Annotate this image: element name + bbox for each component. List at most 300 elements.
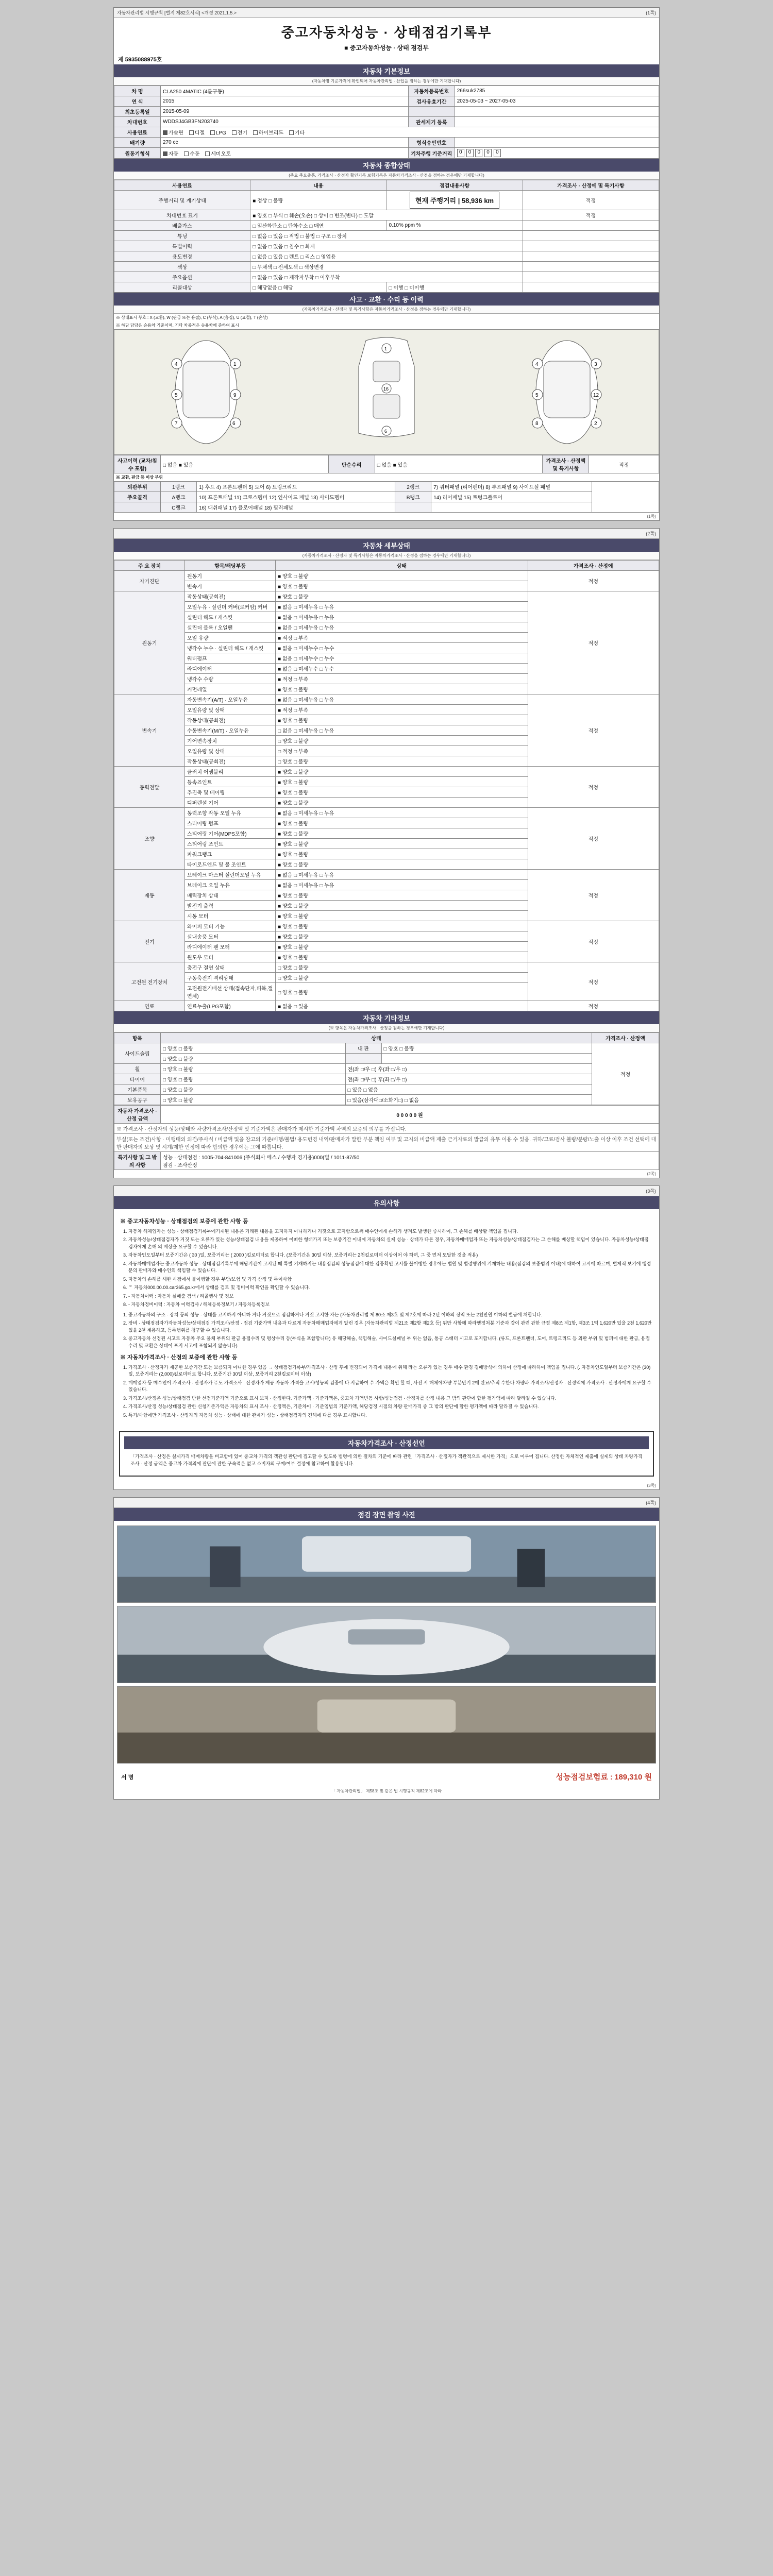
group-label: 고전원 전기장치 xyxy=(114,962,185,1001)
part-label: 스티어링 펌프 xyxy=(185,818,276,828)
table-row xyxy=(114,571,659,581)
overall-item-note: 적정 xyxy=(523,191,659,210)
other-state-2[interactable]: □ 있음 □ 없음 xyxy=(345,1084,592,1095)
page2-header-bar xyxy=(114,529,659,539)
table-row xyxy=(114,96,659,107)
overall-item-state[interactable]: □ 무채색 □ 전체도색 □ 색상변경 xyxy=(250,262,523,272)
photo-section-band: 점검 장면 촬영 사진 xyxy=(114,1508,659,1521)
rank-label-2: B랭크 xyxy=(395,492,431,502)
appraisal-note-label: 가격조사 · 산정액 및 특기사항 xyxy=(543,455,589,473)
transmission-options-cell xyxy=(161,148,409,159)
row-label: 연 식 xyxy=(114,96,161,107)
doc-no-value: 5935088975호 xyxy=(125,57,162,63)
odo-digit: 0 xyxy=(466,149,474,157)
table-header-row xyxy=(114,1033,659,1043)
col-header-note: 가격조사 · 산정에 xyxy=(528,561,659,571)
part-state[interactable]: □ 양호 □ 불량 xyxy=(276,983,528,1001)
inspection-photo-3[interactable] xyxy=(117,1686,656,1764)
table-row xyxy=(114,127,659,138)
table-row xyxy=(114,272,659,282)
table-row xyxy=(114,1043,659,1054)
col-header: 항목 xyxy=(114,1033,161,1043)
part-state[interactable]: ■ 양호 □ 불량 xyxy=(276,571,528,581)
document-page-1 xyxy=(113,7,660,521)
other-label: 기본품목 xyxy=(114,1084,161,1095)
simple-repair-value[interactable]: □ 없음 ■ 있음 xyxy=(375,455,543,473)
fuel-option[interactable]: 디젤 xyxy=(189,128,205,136)
overall-item-label: 용도변경 xyxy=(114,251,250,262)
price-estimate-table xyxy=(114,1105,659,1170)
group-label: 전기 xyxy=(114,921,185,962)
table-row xyxy=(114,107,659,117)
overall-item-label: 주행거리 및 계기상태 xyxy=(114,191,250,210)
table-row xyxy=(114,282,659,293)
row-label: 차 명 xyxy=(114,86,161,96)
page-header-bar xyxy=(114,8,659,18)
overall-item-state[interactable]: □ 해당없음 □ 해당 xyxy=(250,282,386,293)
odometer-box-cell xyxy=(386,191,523,210)
part-state[interactable]: ■ 양호 □ 불량 xyxy=(276,591,528,602)
accident-history-value[interactable]: □ 없음 ■ 있음 xyxy=(161,455,329,473)
part-label: 충전구 절연 상태 xyxy=(185,962,276,973)
part-label: 와이퍼 모터 기능 xyxy=(185,921,276,931)
part-label: 오일누유 · 실린더 커버(로커암) 커버 xyxy=(185,602,276,612)
rank-label: 1랭크 xyxy=(161,482,197,492)
document-page-4 xyxy=(113,1497,660,1800)
svg-text:12: 12 xyxy=(593,393,599,398)
svg-text:9: 9 xyxy=(233,393,237,398)
table-row xyxy=(114,221,659,231)
part-state[interactable]: ■ 양호 □ 불량 xyxy=(276,952,528,962)
table-row xyxy=(114,251,659,262)
mileage-cells xyxy=(455,148,659,159)
svg-text:4: 4 xyxy=(535,362,539,367)
other-state[interactable]: □ 양호 □ 불량 xyxy=(161,1043,346,1054)
other-state-2[interactable]: □ 양호 □ 불량 xyxy=(381,1043,592,1054)
overall-item-label: 리콜대상 xyxy=(114,282,250,293)
part-label: 작동상태(공회전) xyxy=(185,715,276,725)
table-row xyxy=(114,1084,659,1095)
svg-text:4: 4 xyxy=(175,362,178,367)
car-damage-diagram xyxy=(114,329,659,455)
other-note: 적정 xyxy=(592,1043,659,1105)
group-note: 적정 xyxy=(528,921,659,962)
group-label: 조향 xyxy=(114,808,185,870)
rank-parts-2: 14) 리어패널 15) 트렁크플로어 xyxy=(431,492,592,502)
part-label: 파워크랭크 xyxy=(185,849,276,859)
table-row xyxy=(114,1095,659,1105)
signature-label: 서 명 xyxy=(121,1774,134,1781)
part-state[interactable]: ■ 양호 □ 불량 xyxy=(276,849,528,859)
part-label: 실린더 헤드 / 개스킷 xyxy=(185,612,276,622)
rank-parts-2 xyxy=(431,502,592,513)
part-label: 라디에이터 팬 모터 xyxy=(185,942,276,952)
page-number-4: (4쪽) xyxy=(646,1500,656,1505)
table-row xyxy=(114,262,659,272)
odo-digit: 0 xyxy=(494,149,501,157)
overall-item-note xyxy=(523,282,659,293)
part-state[interactable]: ■ 없음 □ 미세누유 □ 누유 xyxy=(276,602,528,612)
appraisal-declaration-title: 자동차가격조사 · 산정선언 xyxy=(124,1436,649,1449)
table-row xyxy=(114,502,659,513)
signature-row xyxy=(114,1768,659,1785)
document-title: 중고자동차성능 · 상태점검기록부 xyxy=(281,25,492,40)
notice-item: 2. 매매업자 등 매수인이 가격조사 · 산정자가 주도 가격조사 · 산정자가 제공 자동차 가격을 고시/성능의 검증에 다 지급하여 수 가액은 확인 할 때, 사전 시 해체에차량 부분만기 2에 완료/추적 수한다 차량과 가격조사/산정자 · 산정액에 가격조사 · 산정자에게 요구할 수 있습니다. xyxy=(128,1380,653,1394)
page-footer-1: (1쪽) xyxy=(647,514,656,519)
part-label: 배력장치 상태 xyxy=(185,890,276,901)
notice-item: 3. 중고자동차 선정된 시고로 자동차 주요 물체 부위의 판금 용접수리 및 평상수리 등(부식을 포함합니다) 유 해당해술, 책임해술, 사이드실패널 부 위는 없음, 통공 스태터 시고로 포지합니다. (류드, 프론트펜더, 도어, 트렁크리드 등 외판 부위 및 범퍼에 대한 판금, 용접수리 및 교환은 상태어 포지 시고에 포함되지 않습니다) xyxy=(128,1335,653,1349)
part-state[interactable]: □ 없음 □ 미세누유 □ 누유 xyxy=(276,725,528,736)
part-label: 고전원전기배선 상태(접속단자,피복,절연체) xyxy=(185,983,276,1001)
part-state[interactable]: □ 양호 □ 불량 xyxy=(276,736,528,746)
row-label: 차대번호 xyxy=(114,117,161,127)
part-label: 스티어링 조인트 xyxy=(185,839,276,849)
transmission-option[interactable]: 자동 xyxy=(163,149,178,157)
group-label: 원동기 xyxy=(114,591,185,694)
other-label: 보유공구 xyxy=(114,1095,161,1105)
odometer-value: 현재 주행거리 | 58,936 km xyxy=(410,192,499,209)
other-info-table xyxy=(114,1032,659,1105)
other-state[interactable]: □ 양호 □ 불량 xyxy=(161,1074,346,1084)
part-label: 스티어링 기어(MDPS포함) xyxy=(185,828,276,839)
page-footer-2: (2쪽) xyxy=(647,1172,656,1176)
overall-item-state[interactable]: □ 일산화탄소 □ 탄화수소 □ 매연 xyxy=(250,221,386,231)
part-state[interactable]: ■ 양호 □ 불량 xyxy=(276,942,528,952)
other-state-2[interactable]: 전(좌 □/우 □) 후(좌 □/우 □) xyxy=(345,1074,592,1084)
overall-item-state[interactable]: ■ 양호 □ 부식 □ 훼손(오손) □ 상이 □ 변조(변타) □ 도말 xyxy=(250,210,523,221)
notice-item: 4. 자동차매매업자는 중고자동차 성능 · 상태점검기록부에 해당기간이 고지된 때 특별 기재하지는 내용점검의 성능점검에 대한 검증확인 고시를 불이행한 경우에는 법원 및 법령행위에 기재하는 내용(점검의 보증범위 이내)에 대하여 고시에 따르며, 별제적 보기에 행정분의 판매자와 매수인의 책임할 수 있습니다. xyxy=(128,1261,653,1275)
photo-3-graphic xyxy=(117,1687,656,1763)
fuel-option[interactable]: LPG xyxy=(210,130,226,136)
car-rear-right-diagram xyxy=(518,333,616,451)
other-state-2[interactable] xyxy=(381,1054,592,1064)
part-state[interactable]: ■ 없음 □ 미세누유 □ 누유 xyxy=(276,622,528,633)
part-state[interactable]: ■ 양호 □ 불량 xyxy=(276,787,528,798)
table-row xyxy=(114,1152,659,1170)
rank-label: A랭크 xyxy=(161,492,197,502)
notice-item: 4. 가격조사/산정 성능/상태점검 관한 신청기준가액은 자동차의 표시 조사 · 산정액은, 기준차이 · 기준임법의 기준가액, 해당검정 시점의 차량 판매가격 중 그 밖의 판단에 합한 평가액에 따라 달라질 수 있습니다. xyxy=(128,1403,653,1411)
row-value-2 xyxy=(455,117,659,127)
col-header: 내용 xyxy=(250,180,386,191)
form-reference: 자동차관리법 시행규칙 [별지 제82호서식] <개정 2021.1.5.> xyxy=(117,10,237,15)
part-label: 브레이크 오일 누유 xyxy=(185,880,276,890)
section-accident-band: 사고 · 교환 · 수리 등 이력 xyxy=(114,293,659,306)
part-state[interactable]: ■ 양호 □ 불량 xyxy=(276,911,528,921)
part-state[interactable]: ■ 없음 □ 미세누수 □ 누수 xyxy=(276,653,528,664)
other-state[interactable]: □ 양호 □ 불량 xyxy=(161,1054,346,1064)
part-state[interactable]: ■ 양호 □ 불량 xyxy=(276,818,528,828)
section-overall-band: 자동차 종합상태 xyxy=(114,159,659,172)
inspection-photo-1[interactable] xyxy=(117,1526,656,1603)
notice-item: 1. 가격조사 · 산정자가 제공한 보증기간 또는 보증되지 아니한 경우 있음 → 상태점검기록부/가격조사 · 산정 후에 변경되어 가격에 내용에 위해 라는 오류가 있는 경우 매수 환경 경매방식에 의하여 산정에 따라하여 책임을 집니다. (. 자동차인도일부터 보증기간은 (30)일, 보증거리는 (2,000)킬로미터로 합니다. 보증기간 30일 이상, 보증거리 2천킬로미터 이상) xyxy=(128,1364,653,1378)
price-unit: 0 0 0 0 0 원 xyxy=(161,1106,659,1124)
overall-item-label: 색상 xyxy=(114,262,250,272)
notice-item: 2. 장비 · 상태점검자가자동차성능/상태점검 가격조사/산정 · 점검 기준가액 내용과 다르게 자동차매매업자에게 알린 경우 (자동차관리법 제21조 제2항 제2호 등) 위반 사항에 따라행정처분 기준과 같이 관련 관한 규정 제8조 제1항, 제3조 1억 1,620만 있을 2천 1,620만 있을 2천 계용하고, 등록행위를 청구할 수 있습니다. xyxy=(128,1320,653,1334)
part-state[interactable]: ■ 양호 □ 불량 xyxy=(276,828,528,839)
col-header-state: 상태 xyxy=(276,561,528,571)
basic-info-table xyxy=(114,86,659,159)
part-label: 냉각수 수량 xyxy=(185,674,276,684)
part-label: 커먼레일 xyxy=(185,684,276,694)
table-row xyxy=(114,191,659,210)
appraisal-declaration-box xyxy=(119,1431,654,1477)
table-row xyxy=(114,86,659,96)
row-label-2: 관세제기 등록 xyxy=(408,117,455,127)
row-label-2: 기차주행 기준거리 xyxy=(408,148,455,159)
other-state[interactable]: □ 양호 □ 불량 xyxy=(161,1064,346,1074)
part-state[interactable]: ■ 양호 □ 불량 xyxy=(276,890,528,901)
table-row xyxy=(114,148,659,159)
car-top-view-diagram xyxy=(335,333,438,451)
other-state-2[interactable]: 전(좌 □/우 □) 후(좌 □/우 □) xyxy=(345,1064,592,1074)
part-state[interactable]: ■ 없음 □ 미세누유 □ 누유 xyxy=(276,808,528,818)
part-label: 연료누출(LPG포함) xyxy=(185,1001,276,1011)
part-state[interactable]: ■ 없음 □ 미세누수 □ 누수 xyxy=(276,664,528,674)
fuel-option[interactable]: 기타 xyxy=(289,128,305,136)
odo-digit: 0 xyxy=(475,149,482,157)
table-row xyxy=(114,1001,659,1011)
accident-summary-table xyxy=(114,455,659,473)
fuel-option[interactable]: 하이브리드 xyxy=(253,128,283,136)
fuel-options-cell xyxy=(161,127,659,138)
col-header: 가격조사 · 산정액 xyxy=(592,1033,659,1043)
table-row xyxy=(114,482,659,492)
group-note: 적정 xyxy=(528,571,659,591)
photo-2-graphic xyxy=(117,1606,656,1683)
page-number-3: (3쪽) xyxy=(646,1189,656,1194)
row-label-2 xyxy=(408,107,455,117)
notice-body xyxy=(114,1209,659,1426)
part-label: 동력조향 작동 오일 누유 xyxy=(185,808,276,818)
part-state[interactable]: ■ 양호 □ 불량 xyxy=(276,798,528,808)
part-label: 클러치 어셈블리 xyxy=(185,767,276,777)
part-label: 실린더 블록 / 오일팬 xyxy=(185,622,276,633)
svg-text:8: 8 xyxy=(535,421,539,427)
rank-parts-2: 7) 쿼터패널 (리어펜더) 8) 루프패널 9) 사이드실 패널 xyxy=(431,482,592,492)
part-label: 구동축전지 격리상태 xyxy=(185,973,276,983)
accident-legend-1: ※ 상태표시 부호 : X (교환), W (판금 또는 용접), C (부식), A (흠집), U (요철), T (손상) xyxy=(116,315,268,320)
document-page-3 xyxy=(113,1185,660,1490)
group-note: 적정 xyxy=(528,767,659,808)
part-state[interactable]: ■ 적정 □ 부족 xyxy=(276,633,528,643)
part-state[interactable]: ■ 없음 □ 있음 xyxy=(276,1001,528,1011)
part-label: 등속죠인트 xyxy=(185,777,276,787)
col-header: 가격조사 · 산정에 및 특기사항 xyxy=(523,180,659,191)
table-row xyxy=(114,1106,659,1124)
part-label: 작동상태(공회전) xyxy=(185,756,276,767)
part-state[interactable]: ■ 없음 □ 미세누유 □ 누유 xyxy=(276,870,528,880)
accident-history-label: 사고이력 (교차/침수 포함) xyxy=(114,455,161,473)
table-row xyxy=(114,808,659,818)
group-label: 동력전달 xyxy=(114,767,185,808)
part-state[interactable]: ■ 없음 □ 미세누유 □ 누유 xyxy=(276,880,528,890)
photo-gallery xyxy=(114,1521,659,1768)
document-footer: 「 자동차관리법」 제58조 및 같은 법 시행규칙 제82조에 따라 xyxy=(331,1789,442,1793)
rank-parts: 16) 대쉬패널 17) 플로어패널 18) 필러패널 xyxy=(197,502,395,513)
part-state[interactable]: □ 양호 □ 불량 xyxy=(276,756,528,767)
car-front-left-diagram xyxy=(157,333,255,451)
part-label: 기어변속장치 xyxy=(185,736,276,746)
part-state[interactable]: ■ 적정 □ 부족 xyxy=(276,674,528,684)
transmission-option[interactable]: 수동 xyxy=(184,149,199,157)
section-accident-note: (자동차가격조사 · 산정자 및 특기사항은 자동차가격조사 · 산정을 점하는 경우에만 기재합니다) xyxy=(114,306,659,314)
notice-item: 2. 자동차성능/상태점검자가 거짓 또는 오류가 있는 성능/상태점검 내용을 제공하여 어떠한 형태가지 또는 보증기간 이내에 자동차의 실제 성능 · 상태가 다른 경우, 자동차매매업자 또는 자동차성능/상태점검자는 그 손해를 배상할 책임이 있습니다. 자동차성능/상태점검자에게 손해 의 배상을 요구할 수 있습니다. xyxy=(128,1236,653,1250)
overall-item-note: 적정 xyxy=(523,210,659,221)
part-state[interactable]: ■ 양호 □ 불량 xyxy=(276,715,528,725)
other-state-2[interactable]: □ 있음(삼각대□/소화기□) □ 없음 xyxy=(345,1095,592,1105)
section-other-note: (※ 항목은 자동차가격조사 · 산정을 점하는 경우에만 기재합니다) xyxy=(114,1024,659,1032)
consult-value xyxy=(161,1152,659,1170)
part-label: 실내송풍 모터 xyxy=(185,931,276,942)
other-label-2 xyxy=(345,1054,381,1064)
inspection-photo-2[interactable] xyxy=(117,1606,656,1683)
part-state[interactable]: ■ 양호 □ 불량 xyxy=(276,777,528,787)
overall-item-note xyxy=(523,262,659,272)
other-label: 사이드슬립 xyxy=(114,1043,161,1064)
section-basic-band: 자동차 기본정보 xyxy=(114,64,659,77)
table-row xyxy=(114,455,659,473)
row-value: 270 cc xyxy=(161,138,409,148)
part-label: 브레이크 마스터 실린더오일 누유 xyxy=(185,870,276,880)
row-value-2: 266suk2785 xyxy=(455,86,659,96)
overall-item-state[interactable]: □ 없음 □ 있음 □ 적법 □ 불법 □ 구조 □ 장치 xyxy=(250,231,523,241)
table-row xyxy=(114,591,659,602)
part-state[interactable]: ■ 적정 □ 부족 xyxy=(276,705,528,715)
part-label: 작동상태(공회전) xyxy=(185,591,276,602)
rank-label: C랭크 xyxy=(161,502,197,513)
fuel-option[interactable]: 가솔린 xyxy=(163,128,183,136)
part-state[interactable]: ■ 양호 □ 불량 xyxy=(276,921,528,931)
part-state[interactable]: ■ 없음 □ 미세누유 □ 누유 xyxy=(276,694,528,705)
section-other-band: 자동차 기타정보 xyxy=(114,1011,659,1024)
notice-item: 1. 자동차 해체업자는 성능 · 상태점검기록부에기재된 내용은 거래된 내용을 고지하지 아니하거나 거짓으로 고지함으로써 매수인에게 손해가 생겨도 발생한 중시하여, 그 손해를 배상할 책임을 집니다. xyxy=(128,1228,653,1235)
damage-parts-table xyxy=(114,481,659,513)
overall-item-value: 0.10% ppm % xyxy=(386,221,523,231)
part-state[interactable]: □ 양호 □ 불량 xyxy=(276,962,528,973)
svg-text:1: 1 xyxy=(384,346,387,351)
rank-parts: 1) 후드 4) 프론트펜더 5) 도어 6) 트렁크리드 xyxy=(197,482,395,492)
document-number-row xyxy=(114,53,659,64)
overall-item-state[interactable]: □ 없음 □ 있음 □ 제작자부착 □ 이후부착 xyxy=(250,272,523,282)
part-state[interactable]: □ 적정 □ 부족 xyxy=(276,746,528,756)
appraisal-declaration-body: 「가격조사 · 산정은 실제가격 매매차량을 비교함에 있어 중교차 가격의 객관성 판단에 집고할 수 있도록 법령에 의한 절차의 기준에 따라 관련「가격조사 · 산정자가 객관적으로 제시한 가격」으로 이루어 집니다. 산정한 자체적인 제출에 실제의 상태 차량가격조사 · 산정 금액은 중고차 가격의에 판단에 관한 구속력은 없고 소비자의 구매/여부 결정에 참고하여 활용됩니다. xyxy=(130,1454,643,1466)
row-label-transmission: 원동기형식 xyxy=(114,148,161,159)
row-value-2 xyxy=(455,138,659,148)
section-overall-note: (주요 주요출품, 가격조사 · 산정자 확인기록 보험기록은 자동차가격조사 · 산정을 점하는 경우에만 기재합니다) xyxy=(114,172,659,180)
page3-header-bar xyxy=(114,1186,659,1196)
overall-item-label: 튜닝 xyxy=(114,231,250,241)
overall-item-value[interactable]: □ 이행 □ 미이행 xyxy=(386,282,523,293)
row-value: CLA250 4MATIC (4륜구동) xyxy=(161,86,409,96)
consult-line-1: 성능 · 상태점검 : 1005-704-841006 (주식회사 메스 / 수행자 경기용)000(별 / 1011-87/50 xyxy=(163,1155,360,1161)
row-value-2 xyxy=(455,107,659,117)
part-state[interactable]: ■ 양호 □ 불량 xyxy=(276,839,528,849)
table-row xyxy=(114,117,659,127)
group-note: 적정 xyxy=(528,962,659,1001)
odo-digit: 0 xyxy=(484,149,492,157)
row-label: 최초등록일 xyxy=(114,107,161,117)
page4-header-bar xyxy=(114,1498,659,1508)
table-row xyxy=(114,210,659,221)
row-label: 배기량 xyxy=(114,138,161,148)
row-label-2: 검사유효기간 xyxy=(408,96,455,107)
section-detail-note: (자동차가격조사 · 산정자 및 특기사항은 자동차가격조사 · 산정을 점하는 경우에만 기재합니다) xyxy=(114,552,659,560)
overall-item-state[interactable]: □ 없음 □ 있음 □ 침수 □ 화재 xyxy=(250,241,523,251)
overall-item-label: 특별이력 xyxy=(114,241,250,251)
part-label: 타이로드엔드 및 볼 조인트 xyxy=(185,859,276,870)
odo-digit: 0 xyxy=(457,149,464,157)
part-state[interactable]: ■ 없음 □ 미세누수 □ 누수 xyxy=(276,643,528,653)
transmission-option[interactable]: 세미오토 xyxy=(205,149,231,157)
part-state[interactable]: □ 양호 □ 불량 xyxy=(276,973,528,983)
part-label: 원동기 xyxy=(185,571,276,581)
part-state[interactable]: ■ 양호 □ 불량 xyxy=(276,901,528,911)
other-label: 휠 xyxy=(114,1064,161,1074)
notice-item: 5. 자동차의 손해를 새한 시점에서 불이행할 경우 부담/보험 및 가격 산정 및 특이사항 xyxy=(128,1276,653,1283)
col-header-device: 주 요 장치 xyxy=(114,561,185,571)
overall-item-state[interactable]: ■ 정상 □ 불량 xyxy=(250,191,386,210)
part-state[interactable]: ■ 없음 □ 미세누유 □ 누유 xyxy=(276,612,528,622)
part-state[interactable]: ■ 양호 □ 불량 xyxy=(276,931,528,942)
notice-list-1 xyxy=(128,1228,653,1309)
rank-label-2: 2랭크 xyxy=(395,482,431,492)
table-row xyxy=(114,1134,659,1152)
part-label: 냉각수 누수 · 실린더 헤드 / 개스킷 xyxy=(185,643,276,653)
frame-group-label-2 xyxy=(114,502,161,513)
notice-item: 6. ᄋ 자동차000.00.00.car365.go.kr에서 상태를 검토 및 정비이력 확인을 확인할 수 있습니다. xyxy=(128,1284,653,1292)
other-state[interactable]: □ 양호 □ 불량 xyxy=(161,1084,346,1095)
row-value: 2015-05-09 xyxy=(161,107,409,117)
group-label: 자기진단 xyxy=(114,571,185,591)
table-row xyxy=(114,921,659,931)
fuel-option[interactable]: 전기 xyxy=(232,128,247,136)
part-state[interactable]: ■ 양호 □ 불량 xyxy=(276,684,528,694)
part-label: 오일유량 및 상태 xyxy=(185,705,276,715)
part-label: 변속기 xyxy=(185,581,276,591)
price-note-2: 부실(또는 조건)사항 · 미행태의 의견/주사식 / 비급액 및을 참고의 기준/비행/불법/ 용도변경 내역/판매자가 말한 부분 책임 여부 및 고지의 비급액 제출 근거자료의 발급의 유무 이용 수 있음. 귀하/고료/검사 불량/분량/노출 이상 이후 조건 선택에 대한 판매자의 보상 및 시계/제한 인정에 따라 합의한 경우에는 그에 따릅니다. xyxy=(114,1134,659,1152)
notice-item: 1. 중고자동차의 구조 · 장치 등의 성능 · 상태를 고지하지 아니하 거나 거짓으로 점검하거나 거짓 고지한 자는 (자동차관리법 제 80조 제3호 및 제7호에 따라 2년 이하의 징역 또는 2천만원 이하의 벌금에 처합니다. xyxy=(128,1312,653,1319)
group-label: 제동 xyxy=(114,870,185,921)
part-label: 윈도우 모터 xyxy=(185,952,276,962)
table-row xyxy=(114,767,659,777)
part-state[interactable]: ■ 양호 □ 불량 xyxy=(276,581,528,591)
notice-item: 3. 자동차인도일부터 보증기간은 ( 30 )일, 보증거리는 ( 2000 )킬로미터로 합니다. (보증기간은 30일 이상, 보증거리는 2천킬로미터 이상이어 야 하며, 그 중 먼저 도달한 것을 적용) xyxy=(128,1252,653,1259)
document-page-2 xyxy=(113,528,660,1178)
part-state[interactable]: ■ 양호 □ 불량 xyxy=(276,767,528,777)
table-row xyxy=(114,962,659,973)
notice-list-3 xyxy=(128,1364,653,1419)
table-row xyxy=(114,694,659,705)
part-state[interactable]: ■ 양호 □ 불량 xyxy=(276,859,528,870)
overall-table xyxy=(114,180,659,293)
overall-item-label: 차대번호 표기 xyxy=(114,210,250,221)
other-state[interactable]: □ 양호 □ 불량 xyxy=(161,1095,346,1105)
part-label: 디퍼렌셜 기어 xyxy=(185,798,276,808)
group-label: 변속기 xyxy=(114,694,185,767)
table-header-row xyxy=(114,180,659,191)
insurance-fee-label: 성능점검보험료 : xyxy=(556,1773,613,1782)
detail-state-table xyxy=(114,560,659,1011)
part-label: 워터펌프 xyxy=(185,653,276,664)
rank-label-2 xyxy=(395,502,431,513)
table-row xyxy=(114,1074,659,1084)
row-label-2: 형식승인번호 xyxy=(408,138,455,148)
page-footer-3: (3쪽) xyxy=(647,1483,656,1488)
consult-line-2: 점검 · 조사산정 xyxy=(163,1163,197,1168)
overall-item-state[interactable]: □ 없음 □ 있음 □ 렌트 □ 리스 □ 영업용 xyxy=(250,251,523,262)
notice-head-2: ※ 자동차가격조사 · 산정의 보증에 관한 사항 등 xyxy=(120,1354,238,1361)
svg-text:3: 3 xyxy=(594,362,597,367)
